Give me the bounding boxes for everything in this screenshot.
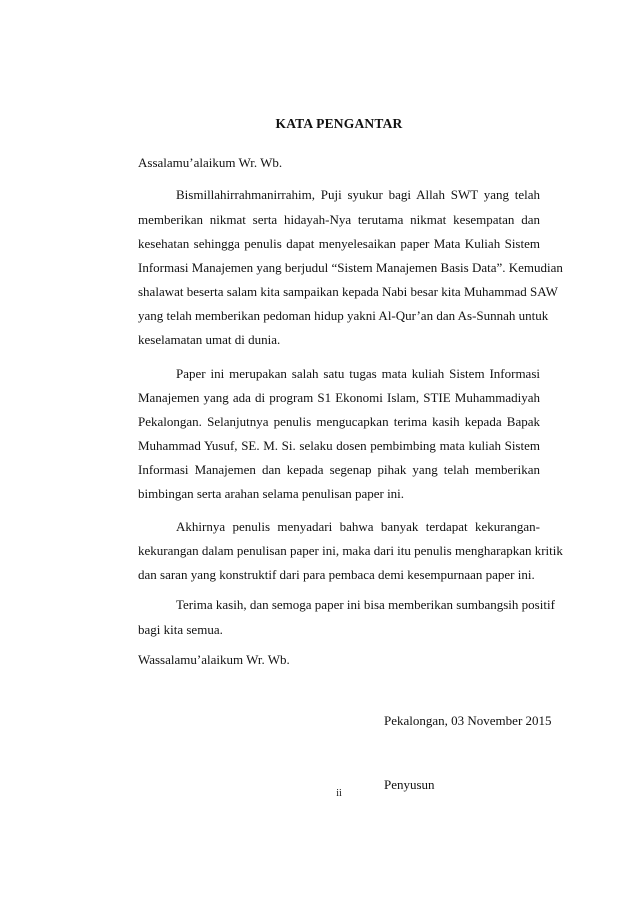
paragraph-2-line-4: Muhammad Yusuf, SE. M. Si. selaku dosen pembimbing mata kuliah Sistem	[138, 438, 540, 453]
place-date: Pekalongan, 03 November 2015	[384, 713, 552, 728]
closing: Wassalamu’alaikum Wr. Wb.	[138, 652, 290, 667]
paragraph-2-line-6: bimbingan serta arahan selama penulisan paper ini.	[138, 486, 405, 501]
paragraph-1-line-4: Informasi Manajemen yang berjudul “Sistem Manajemen Basis Data”. Kemudian	[138, 260, 563, 275]
paragraph-2-line-2: Manajemen yang ada di program S1 Ekonomi Islam, STIE Muhammadiyah	[138, 390, 540, 405]
paragraph-1-line-7: keselamatan umat di dunia.	[138, 332, 281, 347]
page-number: ii	[336, 788, 342, 799]
page-title: KATA PENGANTAR	[275, 116, 403, 131]
paragraph-2-line-1: Paper ini merupakan salah satu tugas mata kuliah Sistem Informasi	[176, 366, 540, 381]
paragraph-1-line-5: shalawat beserta salam kita sampaikan kepada Nabi besar kita Muhammad SAW	[138, 284, 558, 299]
paragraph-1-line-1: Bismillahirrahmanirrahim, Puji syukur bagi Allah SWT yang telah	[176, 187, 540, 202]
paragraph-2-line-5: Informasi Manajemen dan kepada segenap pihak yang telah memberikan	[138, 462, 540, 477]
paragraph-1-line-2: memberikan nikmat serta hidayah-Nya terutama nikmat kesempatan dan	[138, 212, 540, 227]
paragraph-2-line-3: Pekalongan. Selanjutnya penulis mengucapkan terima kasih kepada Bapak	[138, 414, 540, 429]
paragraph-4-line-2: bagi kita semua.	[138, 622, 223, 637]
paragraph-4-line-1: Terima kasih, dan semoga paper ini bisa memberikan sumbangsih positif	[176, 597, 555, 612]
greeting: Assalamu’alaikum Wr. Wb.	[138, 155, 283, 170]
paragraph-3-line-2: kekurangan dalam penulisan paper ini, maka dari itu penulis mengharapkan kritik	[138, 543, 563, 558]
paragraph-3-line-1: Akhirnya penulis menyadari bahwa banyak terdapat kekurangan-	[176, 519, 540, 534]
author-label: Penyusun	[384, 777, 435, 792]
paragraph-1-line-3: kesehatan sehingga penulis dapat menyelesaikan paper Mata Kuliah Sistem	[138, 236, 540, 251]
paragraph-1-line-6: yang telah memberikan pedoman hidup yakni Al-Qur’an dan As-Sunnah untuk	[138, 308, 549, 323]
paragraph-3-line-3: dan saran yang konstruktif dari para pembaca demi kesempurnaan paper ini.	[138, 567, 535, 582]
